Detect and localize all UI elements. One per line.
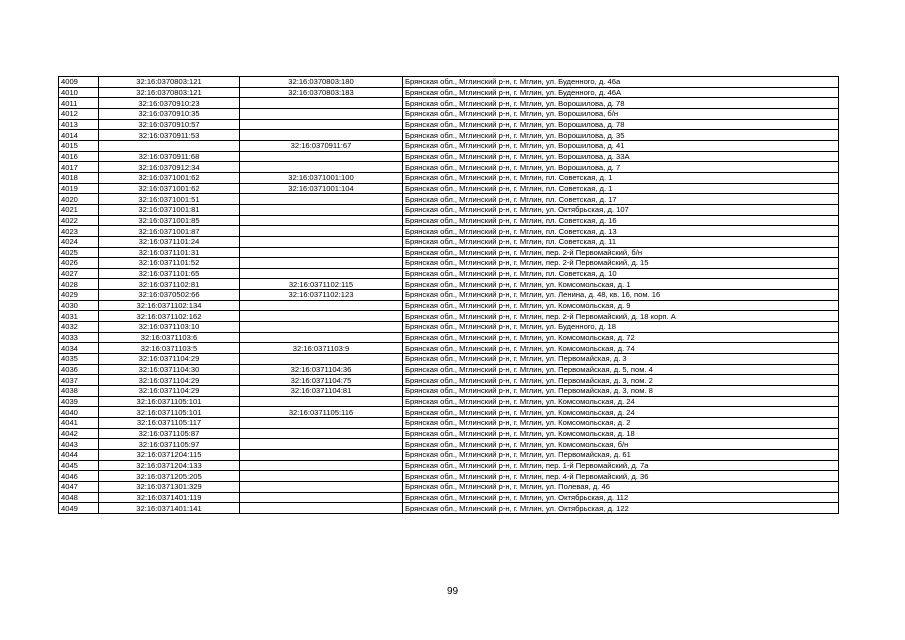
row-number-cell: 4047 (59, 481, 99, 492)
building-cadastral-number-cell (240, 322, 403, 333)
row-number-cell: 4035 (59, 354, 99, 365)
address-cell: Брянская обл., Мглинский р-н, г. Мглин, ул. Ворошилова, б/н (403, 108, 839, 119)
table-row (59, 449, 839, 460)
cadastral-number-cell: 32:16:0371105:101 (99, 396, 240, 407)
building-cadastral-number-cell (240, 354, 403, 365)
address-cell: Брянская обл., Мглинский р-н, г. Мглин, ул. Первомайская, д. 3 (403, 354, 839, 365)
table-row (59, 140, 839, 151)
table-row (59, 258, 839, 269)
building-cadastral-number-cell (240, 226, 403, 237)
row-number-cell: 4023 (59, 226, 99, 237)
cadastral-number-cell: 32:16:0371401:141 (99, 503, 240, 514)
table-row (59, 322, 839, 333)
address-cell: Брянская обл., Мглинский р-н, г. Мглин, пер. 2-й Первомайский, д. 18 корп. А (403, 311, 839, 322)
table-row (59, 471, 839, 482)
building-cadastral-number-cell: 32:16:0371102:123 (240, 290, 403, 301)
building-cadastral-number-cell (240, 98, 403, 109)
table-row (59, 279, 839, 290)
building-cadastral-number-cell: 32:16:0371104:36 (240, 364, 403, 375)
address-cell: Брянская обл., Мглинский р-н, г. Мглин, пл. Советская, д. 11 (403, 236, 839, 247)
cadastral-number-cell: 32:16:0371102:81 (99, 279, 240, 290)
address-cell: Брянская обл., Мглинский р-н, г. Мглин, ул. Буденного, д. 46а (403, 77, 839, 88)
cadastral-number-cell: 32:16:0371001:51 (99, 194, 240, 205)
row-number-cell: 4009 (59, 77, 99, 88)
row-number-cell: 4022 (59, 215, 99, 226)
cadastral-number-cell: 32:16:0371101:31 (99, 247, 240, 258)
table-row (59, 428, 839, 439)
building-cadastral-number-cell: 32:16:0371001:104 (240, 183, 403, 194)
address-cell: Брянская обл., Мглинский р-н, г. Мглин, ул. Первомайская, д. 3, пом. 2 (403, 375, 839, 386)
building-cadastral-number-cell (240, 247, 403, 258)
address-cell: Брянская обл., Мглинский р-н, г. Мглин, пл. Советская, д. 17 (403, 194, 839, 205)
address-cell: Брянская обл., Мглинский р-н, г. Мглин, ул. Комсомольская, д. 24 (403, 396, 839, 407)
table-row (59, 439, 839, 450)
row-number-cell: 4041 (59, 418, 99, 429)
address-cell: Брянская обл., Мглинский р-н, г. Мглин, пер. 2-й Первомайский, д. 15 (403, 258, 839, 269)
building-cadastral-number-cell: 32:16:0370803:180 (240, 77, 403, 88)
row-number-cell: 4014 (59, 130, 99, 141)
building-cadastral-number-cell (240, 236, 403, 247)
row-number-cell: 4025 (59, 247, 99, 258)
row-number-cell: 4043 (59, 439, 99, 450)
table-row (59, 386, 839, 397)
address-cell: Брянская обл., Мглинский р-н, г. Мглин, пл. Советская, д. 16 (403, 215, 839, 226)
cadastral-number-cell: 32:16:0371101:52 (99, 258, 240, 269)
cadastral-number-cell: 32:16:0370912:34 (99, 162, 240, 173)
cadastral-number-cell: 32:16:0371104:29 (99, 375, 240, 386)
cadastral-number-cell: 32:16:0371204:115 (99, 449, 240, 460)
row-number-cell: 4028 (59, 279, 99, 290)
building-cadastral-number-cell: 32:16:0371104:81 (240, 386, 403, 397)
row-number-cell: 4039 (59, 396, 99, 407)
cadastral-number-cell: 32:16:0371105:117 (99, 418, 240, 429)
table-row (59, 311, 839, 322)
cadastral-number-cell: 32:16:0371301:329 (99, 481, 240, 492)
table-row (59, 396, 839, 407)
address-cell: Брянская обл., Мглинский р-н, г. Мглин, ул. Первомайская, д. 61 (403, 449, 839, 460)
table-row (59, 481, 839, 492)
table-row (59, 332, 839, 343)
table-row (59, 247, 839, 258)
address-cell: Брянская обл., Мглинский р-н, г. Мглин, ул. Комсомольская, д. 1 (403, 279, 839, 290)
cadastral-number-cell: 32:16:0370911:68 (99, 151, 240, 162)
address-cell: Брянская обл., Мглинский р-н, г. Мглин, пер. 2-й Первомайский, б/н (403, 247, 839, 258)
address-cell: Брянская обл., Мглинский р-н, г. Мглин, ул. Комсомольская, д. 2 (403, 418, 839, 429)
building-cadastral-number-cell (240, 204, 403, 215)
cadastral-number-cell: 32:16:0371101:24 (99, 236, 240, 247)
table-row (59, 162, 839, 173)
address-cell: Брянская обл., Мглинский р-н, г. Мглин, ул. Октябрьская, д. 107 (403, 204, 839, 215)
table-row (59, 119, 839, 130)
address-cell: Брянская обл., Мглинский р-н, г. Мглин, ул. Ворошилова, д. 41 (403, 140, 839, 151)
cadastral-number-cell: 32:16:0371103:5 (99, 343, 240, 354)
table-row (59, 204, 839, 215)
address-cell: Брянская обл., Мглинский р-н, г. Мглин, ул. Буденного, д. 46А (403, 87, 839, 98)
table-row (59, 98, 839, 109)
cadastral-number-cell: 32:16:0371102:134 (99, 300, 240, 311)
cadastral-number-cell: 32:16:0370502:66 (99, 290, 240, 301)
building-cadastral-number-cell (240, 311, 403, 322)
address-cell: Брянская обл., Мглинский р-н, г. Мглин, ул. Буденного, д. 18 (403, 322, 839, 333)
row-number-cell: 4045 (59, 460, 99, 471)
table-row (59, 418, 839, 429)
cadastral-number-cell (99, 140, 240, 151)
building-cadastral-number-cell (240, 162, 403, 173)
cadastral-number-cell: 32:16:0371205:205 (99, 471, 240, 482)
building-cadastral-number-cell (240, 481, 403, 492)
building-cadastral-number-cell: 32:16:0371103:9 (240, 343, 403, 354)
table-row (59, 215, 839, 226)
table-row (59, 343, 839, 354)
row-number-cell: 4033 (59, 332, 99, 343)
cadastral-number-cell: 32:16:0371001:62 (99, 183, 240, 194)
cadastral-number-cell: 32:16:0370910:35 (99, 108, 240, 119)
row-number-cell: 4048 (59, 492, 99, 503)
building-cadastral-number-cell: 32:16:0371105:116 (240, 407, 403, 418)
cadastral-number-cell: 32:16:0370803:121 (99, 87, 240, 98)
table-row (59, 130, 839, 141)
row-number-cell: 4046 (59, 471, 99, 482)
address-cell: Брянская обл., Мглинский р-н, г. Мглин, ул. Первомайская, д. 3, пом. 8 (403, 386, 839, 397)
address-cell: Брянская обл., Мглинский р-н, г. Мглин, ул. Ворошилова, д. 7 (403, 162, 839, 173)
table-row (59, 77, 839, 88)
row-number-cell: 4027 (59, 268, 99, 279)
row-number-cell: 4016 (59, 151, 99, 162)
row-number-cell: 4029 (59, 290, 99, 301)
address-cell: Брянская обл., Мглинский р-н, г. Мглин, ул. Комсомольская, д. 72 (403, 332, 839, 343)
building-cadastral-number-cell (240, 460, 403, 471)
address-cell: Брянская обл., Мглинский р-н, г. Мглин, ул. Ленина, д. 48, кв. 16, пом. 16 (403, 290, 839, 301)
building-cadastral-number-cell: 32:16:0370911:67 (240, 140, 403, 151)
row-number-cell: 4040 (59, 407, 99, 418)
cadastral-number-cell: 32:16:0371102:162 (99, 311, 240, 322)
cadastral-number-cell: 32:16:0371105:97 (99, 439, 240, 450)
row-number-cell: 4017 (59, 162, 99, 173)
building-cadastral-number-cell (240, 151, 403, 162)
row-number-cell: 4037 (59, 375, 99, 386)
building-cadastral-number-cell: 32:16:0371102:115 (240, 279, 403, 290)
cadastral-number-cell: 32:16:0371104:30 (99, 364, 240, 375)
row-number-cell: 4034 (59, 343, 99, 354)
building-cadastral-number-cell (240, 130, 403, 141)
address-cell: Брянская обл., Мглинский р-н, г. Мглин, ул. Комсомольская, д. 74 (403, 343, 839, 354)
cadastral-number-cell: 32:16:0370910:57 (99, 119, 240, 130)
row-number-cell: 4011 (59, 98, 99, 109)
address-cell: Брянская обл., Мглинский р-н, г. Мглин, пл. Советская, д. 13 (403, 226, 839, 237)
address-cell: Брянская обл., Мглинский р-н, г. Мглин, пл. Советская, д. 1 (403, 183, 839, 194)
building-cadastral-number-cell (240, 268, 403, 279)
table-row (59, 460, 839, 471)
property-registry-table (58, 76, 839, 514)
building-cadastral-number-cell (240, 396, 403, 407)
address-cell: Брянская обл., Мглинский р-н, г. Мглин, ул. Полевая, д. 46 (403, 481, 839, 492)
cadastral-number-cell: 32:16:0371103:6 (99, 332, 240, 343)
row-number-cell: 4042 (59, 428, 99, 439)
row-number-cell: 4010 (59, 87, 99, 98)
address-cell: Брянская обл., Мглинский р-н, г. Мглин, ул. Ворошилова, д. 78 (403, 119, 839, 130)
row-number-cell: 4031 (59, 311, 99, 322)
building-cadastral-number-cell (240, 215, 403, 226)
address-cell: Брянская обл., Мглинский р-н, г. Мглин, ул. Комсомольская, б/н (403, 439, 839, 450)
building-cadastral-number-cell (240, 119, 403, 130)
address-cell: Брянская обл., Мглинский р-н, г. Мглин, пл. Советская, д. 10 (403, 268, 839, 279)
table-row (59, 226, 839, 237)
address-cell: Брянская обл., Мглинский р-н, г. Мглин, ул. Ворошилова, д. 78 (403, 98, 839, 109)
row-number-cell: 4044 (59, 449, 99, 460)
building-cadastral-number-cell (240, 108, 403, 119)
address-cell: Брянская обл., Мглинский р-н, г. Мглин, ул. Ворошилова, д. 35 (403, 130, 839, 141)
building-cadastral-number-cell: 32:16:0370803:183 (240, 87, 403, 98)
building-cadastral-number-cell (240, 492, 403, 503)
cadastral-number-cell: 32:16:0371001:85 (99, 215, 240, 226)
table-row (59, 151, 839, 162)
table-row (59, 183, 839, 194)
cadastral-number-cell: 32:16:0371104:29 (99, 354, 240, 365)
cadastral-number-cell: 32:16:0371401:119 (99, 492, 240, 503)
table-row (59, 375, 839, 386)
building-cadastral-number-cell (240, 503, 403, 514)
row-number-cell: 4038 (59, 386, 99, 397)
building-cadastral-number-cell: 32:16:0371001:100 (240, 172, 403, 183)
table-row (59, 87, 839, 98)
page-number: 99 (446, 586, 459, 597)
row-number-cell: 4049 (59, 503, 99, 514)
address-cell: Брянская обл., Мглинский р-н, г. Мглин, пл. Советская, д. 1 (403, 172, 839, 183)
building-cadastral-number-cell (240, 258, 403, 269)
address-cell: Брянская обл., Мглинский р-н, г. Мглин, ул. Комсомольская, д. 18 (403, 428, 839, 439)
table-row (59, 503, 839, 514)
table-row (59, 407, 839, 418)
address-cell: Брянская обл., Мглинский р-н, г. Мглин, ул. Первомайская, д. 5, пом. 4 (403, 364, 839, 375)
cadastral-number-cell: 32:16:0371105:87 (99, 428, 240, 439)
address-cell: Брянская обл., Мглинский р-н, г. Мглин, ул. Октябрьская, д. 122 (403, 503, 839, 514)
building-cadastral-number-cell: 32:16:0371104:75 (240, 375, 403, 386)
address-cell: Брянская обл., Мглинский р-н, г. Мглин, ул. Октябрьская, д. 112 (403, 492, 839, 503)
row-number-cell: 4013 (59, 119, 99, 130)
cadastral-number-cell: 32:16:0371001:81 (99, 204, 240, 215)
table-row (59, 236, 839, 247)
cadastral-number-cell: 32:16:0371101:65 (99, 268, 240, 279)
building-cadastral-number-cell (240, 418, 403, 429)
building-cadastral-number-cell (240, 428, 403, 439)
address-cell: Брянская обл., Мглинский р-н, г. Мглин, пер. 4-й Первомайский, д. 36 (403, 471, 839, 482)
cadastral-number-cell: 32:16:0371001:62 (99, 172, 240, 183)
cadastral-number-cell: 32:16:0371103:10 (99, 322, 240, 333)
address-cell: Брянская обл., Мглинский р-н, г. Мглин, пер. 1-й Первомайский, д. 7а (403, 460, 839, 471)
building-cadastral-number-cell (240, 471, 403, 482)
cadastral-number-cell: 32:16:0371204:133 (99, 460, 240, 471)
table-row (59, 268, 839, 279)
row-number-cell: 4036 (59, 364, 99, 375)
address-cell: Брянская обл., Мглинский р-н, г. Мглин, ул. Ворошилова, д. 33А (403, 151, 839, 162)
cadastral-number-cell: 32:16:0371104:29 (99, 386, 240, 397)
table-row (59, 172, 839, 183)
table-row (59, 354, 839, 365)
row-number-cell: 4030 (59, 300, 99, 311)
cadastral-number-cell: 32:16:0370911:53 (99, 130, 240, 141)
building-cadastral-number-cell (240, 449, 403, 460)
cadastral-number-cell: 32:16:0370910:23 (99, 98, 240, 109)
row-number-cell: 4026 (59, 258, 99, 269)
row-number-cell: 4015 (59, 140, 99, 151)
cadastral-number-cell: 32:16:0370803:121 (99, 77, 240, 88)
row-number-cell: 4018 (59, 172, 99, 183)
cadastral-number-cell: 32:16:0371001:87 (99, 226, 240, 237)
table-row (59, 364, 839, 375)
row-number-cell: 4024 (59, 236, 99, 247)
row-number-cell: 4012 (59, 108, 99, 119)
building-cadastral-number-cell (240, 332, 403, 343)
building-cadastral-number-cell (240, 439, 403, 450)
address-cell: Брянская обл., Мглинский р-н, г. Мглин, ул. Комсомольская, д. 9 (403, 300, 839, 311)
table-row (59, 108, 839, 119)
building-cadastral-number-cell (240, 194, 403, 205)
row-number-cell: 4020 (59, 194, 99, 205)
table-row (59, 194, 839, 205)
table-row (59, 290, 839, 301)
table-row (59, 492, 839, 503)
building-cadastral-number-cell (240, 300, 403, 311)
row-number-cell: 4021 (59, 204, 99, 215)
cadastral-number-cell: 32:16:0371105:101 (99, 407, 240, 418)
address-cell: Брянская обл., Мглинский р-н, г. Мглин, ул. Комсомольская, д. 24 (403, 407, 839, 418)
table-row (59, 300, 839, 311)
row-number-cell: 4032 (59, 322, 99, 333)
table-body (59, 77, 839, 514)
row-number-cell: 4019 (59, 183, 99, 194)
